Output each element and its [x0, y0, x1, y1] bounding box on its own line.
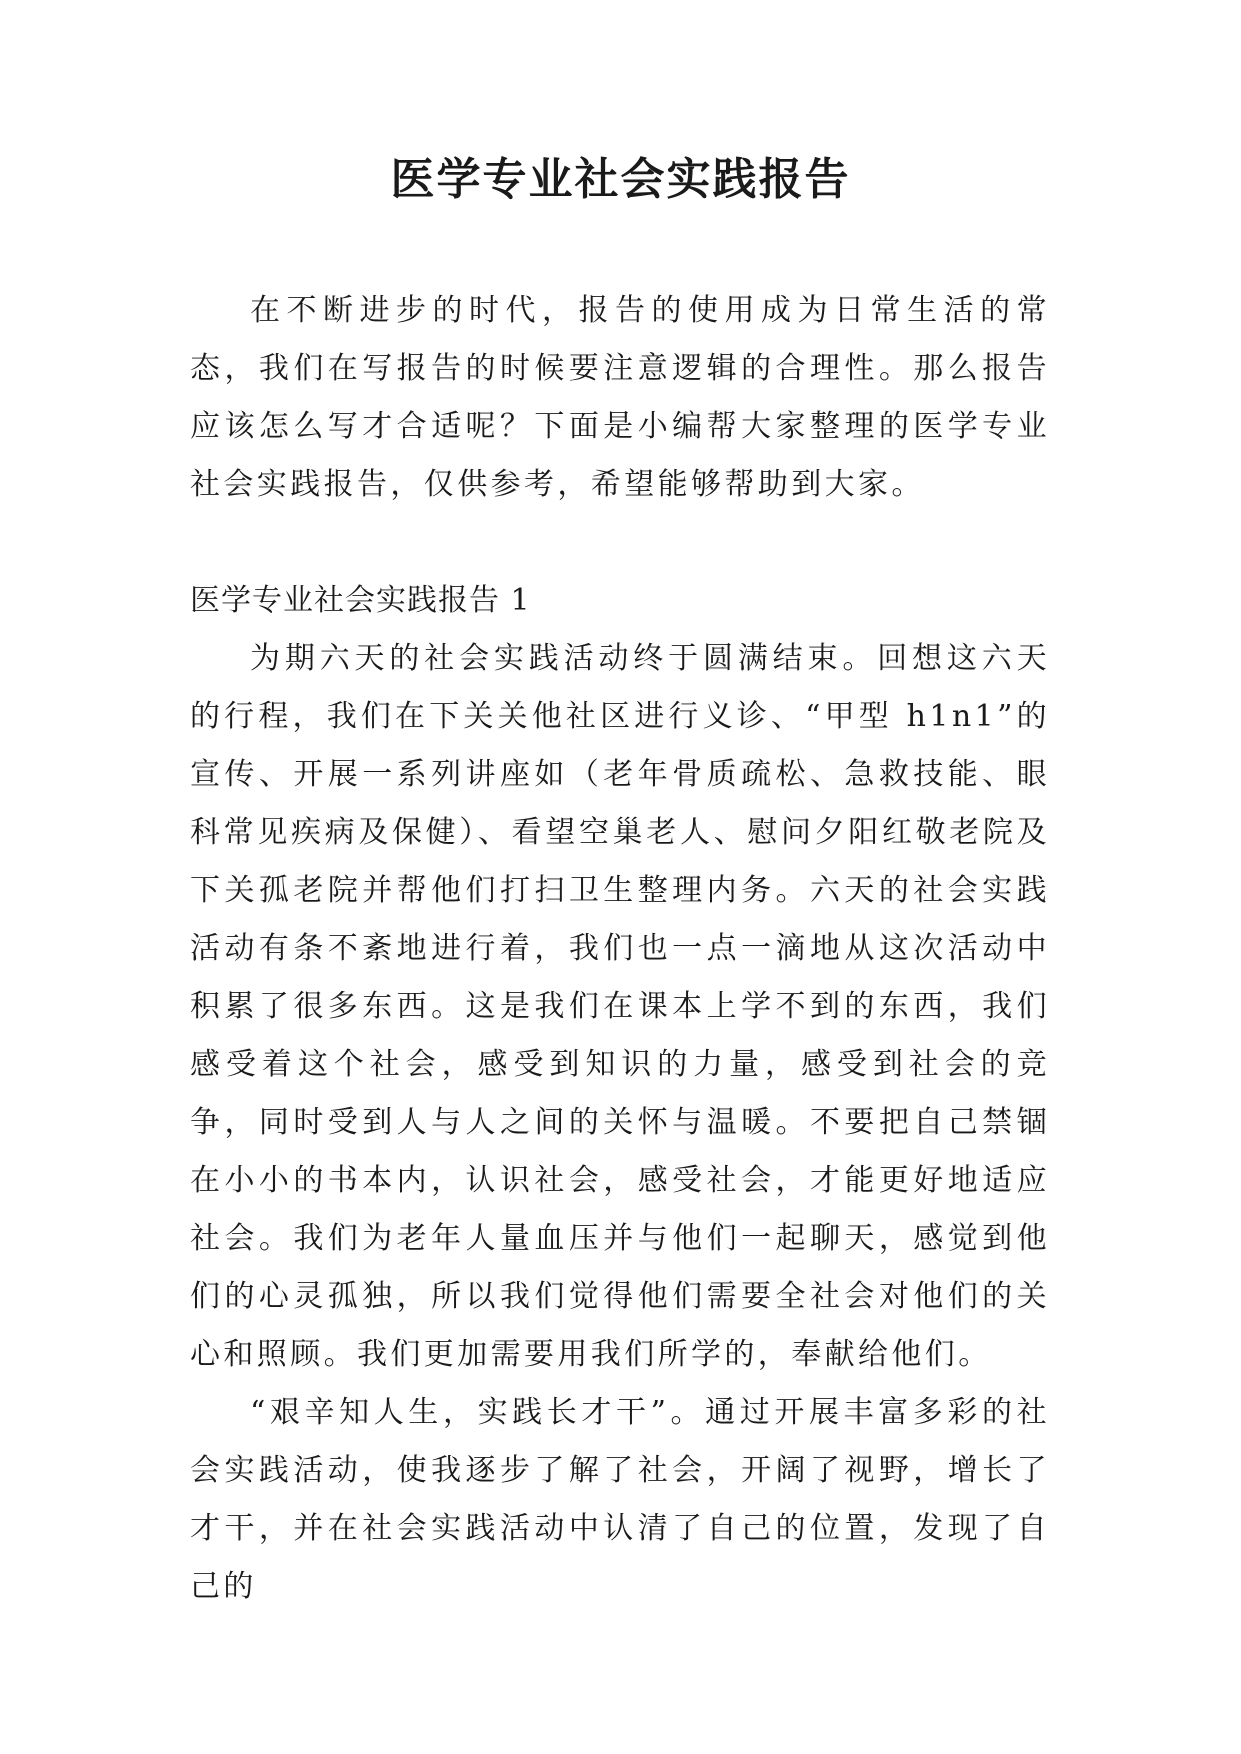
document-body	[190, 282, 1050, 1616]
body-paragraph-2: “艰辛知人生，实践长才干”。通过开展丰富多彩的社会实践活动，使我逐步了解了社会，开阔了视野，增长了才干，并在社会实践活动中认清了自己的位置，发现了自己的	[190, 1395, 1050, 1604]
intro-paragraph: 在不断进步的时代，报告的使用成为日常生活的常态，我们在写报告的时候要注意逻辑的合理性。那么报告应该怎么写才合适呢？下面是小编帮大家整理的医学专业社会实践报告，仅供参考，希望能够帮助到大家。	[190, 293, 1050, 502]
section-heading: 医学专业社会实践报告 1	[190, 583, 531, 618]
document-title: 医学专业社会实践报告	[390, 154, 851, 205]
body-paragraph-1: 为期六天的社会实践活动终于圆满结束。回想这六天的行程，我们在下关关他社区进行义诊、“甲型 h1n1”的宣传、开展一系列讲座如（老年骨质疏松、急救技能、眼科常见疾病及保健）、看望空巢老人、慰问夕阳红敬老院及下关孤老院并帮他们打扫卫生整理内务。六天的社会实践活动有条不紊地进行着，我们也一点一滴地从这次活动中积累了很多东西。这是我们在课本上学不到的东西，我们感受着这个社会，感受到知识的力量，感受到社会的竞争，同时受到人与人之间的关怀与温暖。不要把自己禁锢在小小的书本内，认识社会，感受社会，才能更好地适应社会。我们为老年人量血压并与他们一起聊天，感觉到他们的心灵孤独，所以我们觉得他们需要全社会对他们的关心和照顾。我们更加需要用我们所学的，奉献给他们。	[190, 641, 1050, 1372]
